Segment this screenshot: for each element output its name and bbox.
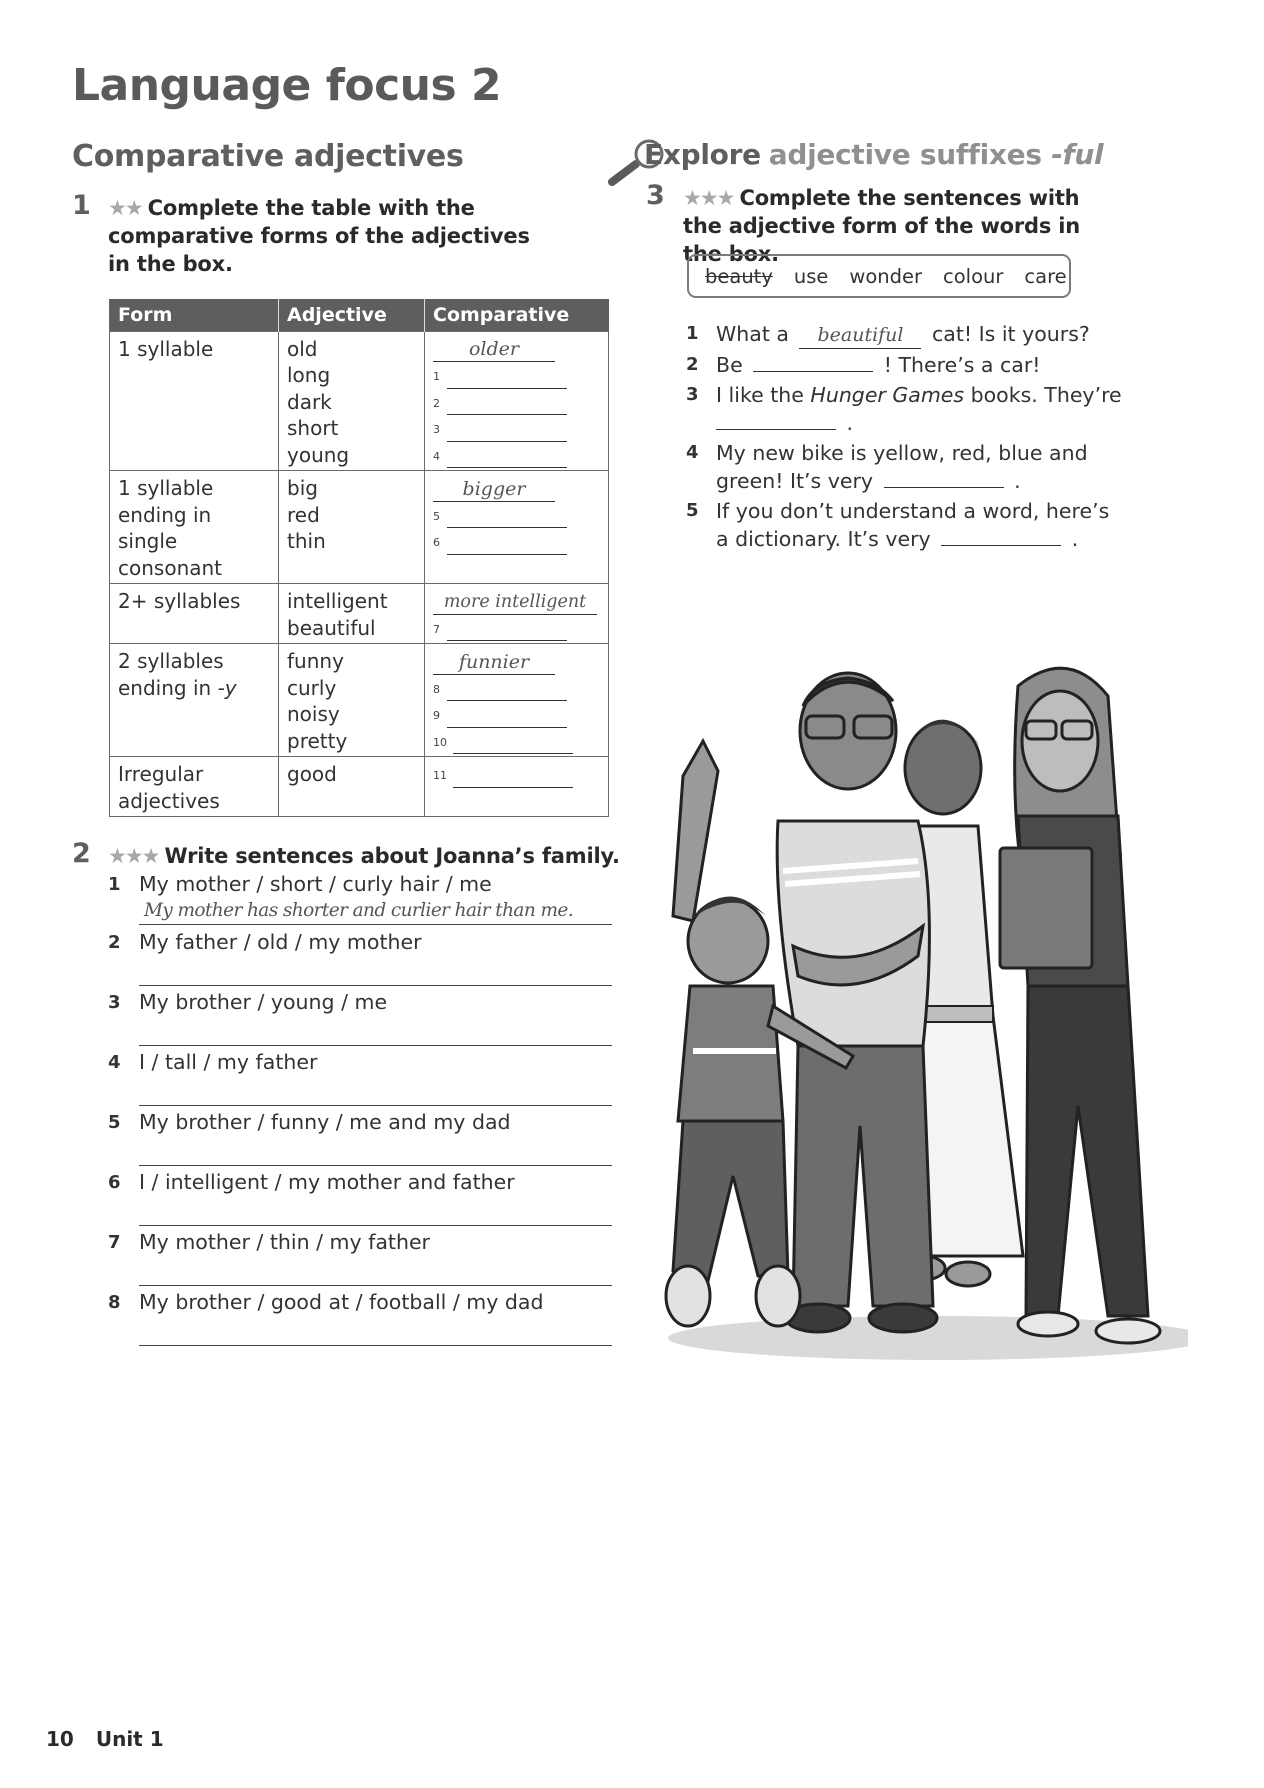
page-number: 10: [46, 1727, 74, 1751]
answer-line[interactable]: [139, 1345, 612, 1346]
table-row: [110, 757, 609, 817]
table-row: [110, 331, 609, 471]
answer-blank[interactable]: [941, 526, 1061, 546]
exercise-1-instruction: ★★ Complete the table with the comparative forms of the adjectives in the box.: [108, 196, 530, 276]
table-header-comparative: Comparative: [425, 299, 609, 331]
comparative-cell: 11: [425, 757, 609, 817]
answer-line[interactable]: [139, 1045, 612, 1046]
list-item: 4 My new bike is yellow, red, blue and green! It’s very .: [686, 441, 1088, 493]
form-cell: 2+ syllables: [110, 584, 279, 644]
answer-line[interactable]: [139, 1165, 612, 1166]
adjective-cell: good: [279, 757, 425, 817]
list-item: 2 Be ! There’s a car!: [686, 353, 1041, 377]
list-item: 8 My brother / good at / football / my dad: [108, 1292, 612, 1352]
comparative-cell: older 1 2 3 4: [425, 331, 609, 471]
list-item: 6 I / intelligent / my mother and father: [108, 1172, 612, 1232]
adjective-cell: big red thin: [279, 471, 425, 584]
girl-figure: [1000, 668, 1160, 1343]
unit-label: Unit 1: [95, 1727, 164, 1751]
form-cell: 1 syllable: [110, 331, 279, 471]
list-item: 5 My brother / funny / me and my dad: [108, 1112, 612, 1172]
page-footer: [46, 1727, 164, 1751]
word-box-item: beauty: [705, 264, 773, 288]
answer-line[interactable]: [139, 924, 612, 925]
word-box-item: colour: [943, 264, 1004, 288]
adjective-cell: intelligent beautiful: [279, 584, 425, 644]
answer-blank[interactable]: [447, 397, 567, 415]
exercise-2-number: 2: [72, 838, 91, 869]
table-row: [110, 471, 609, 584]
table-row: [110, 644, 609, 757]
explore-heading: Explore adjective suffixes -ful: [644, 138, 1104, 171]
answer-blank[interactable]: [447, 371, 567, 389]
exercise-3-number: 3: [646, 180, 665, 211]
list-item: 3 I like the Hunger Games books. They’re .: [686, 383, 1122, 435]
comparative-cell: bigger 5 6: [425, 471, 609, 584]
word-box-item: use: [793, 264, 829, 288]
comparatives-table: [109, 299, 609, 817]
answer-blank[interactable]: [447, 450, 567, 468]
answer-blank[interactable]: [453, 736, 573, 754]
example-answer: more intelligent: [433, 591, 597, 615]
answer-blank[interactable]: [447, 623, 567, 641]
example-answer: My mother has shorter and curlier hair than me.: [144, 900, 574, 921]
list-item: 5 If you don’t understand a word, here’s a dictionary. It’s very .: [686, 499, 1110, 551]
difficulty-stars-icon: ★★: [108, 196, 142, 220]
word-box: [687, 254, 1071, 298]
exercise-3-instruction: ★★★ Complete the sentences with the adjective form of the words in the box.: [683, 186, 1081, 266]
comparative-cell: funnier 8 9 10: [425, 644, 609, 757]
answer-line[interactable]: [139, 1225, 612, 1226]
exercise-1-number: 1: [72, 190, 91, 221]
answer-line[interactable]: [139, 985, 612, 986]
adjective-cell: funny curly noisy pretty: [279, 644, 425, 757]
page-title: Language focus 2: [72, 60, 502, 111]
comparative-cell: more intelligent 7: [425, 584, 609, 644]
answer-blank[interactable]: [447, 424, 567, 442]
example-answer: bigger: [433, 478, 555, 502]
answer-blank[interactable]: [447, 510, 567, 528]
list-item: 3 My brother / young / me: [108, 992, 612, 1052]
example-answer: beautiful: [799, 325, 921, 349]
section-title: Comparative adjectives: [72, 139, 464, 174]
form-cell: 2 syllables ending in -y: [110, 644, 279, 757]
table-row: [110, 584, 609, 644]
form-cell: Irregular adjectives: [110, 757, 279, 817]
answer-blank[interactable]: [716, 410, 836, 430]
list-item: 1 What a beautiful cat! Is it yours?: [686, 320, 1126, 349]
answer-line[interactable]: [139, 1285, 612, 1286]
word-box-item: care: [1024, 264, 1067, 288]
adjective-cell: old long dark short young: [279, 331, 425, 471]
table-header-adjective: Adjective: [279, 299, 425, 331]
list-item: 1 My mother / short / curly hair / me My mother has shorter and curlier hair than me.: [108, 874, 612, 932]
family-illustration: [648, 656, 1188, 1376]
difficulty-stars-icon: ★★★: [683, 186, 734, 210]
answer-blank[interactable]: [884, 468, 1004, 488]
exercise-2-list: [108, 874, 612, 1352]
answer-blank[interactable]: [447, 710, 567, 728]
table-header-form: Form: [110, 299, 279, 331]
answer-blank[interactable]: [447, 537, 567, 555]
list-item: 4 I / tall / my father: [108, 1052, 612, 1112]
answer-line[interactable]: [139, 1105, 612, 1106]
word-box-item: wonder: [849, 264, 923, 288]
answer-blank[interactable]: [753, 352, 873, 372]
exercise-3-list: [686, 320, 1126, 555]
difficulty-stars-icon: ★★★: [108, 844, 159, 868]
form-cell: 1 syllable ending in single consonant: [110, 471, 279, 584]
example-answer: older: [433, 338, 555, 362]
list-item: 7 My mother / thin / my father: [108, 1232, 612, 1292]
list-item: 2 My father / old / my mother: [108, 932, 612, 992]
exercise-2-instruction: ★★★ Write sentences about Joanna’s family.: [108, 844, 620, 868]
answer-blank[interactable]: [447, 683, 567, 701]
answer-blank[interactable]: [453, 770, 573, 788]
example-answer: funnier: [433, 651, 555, 675]
